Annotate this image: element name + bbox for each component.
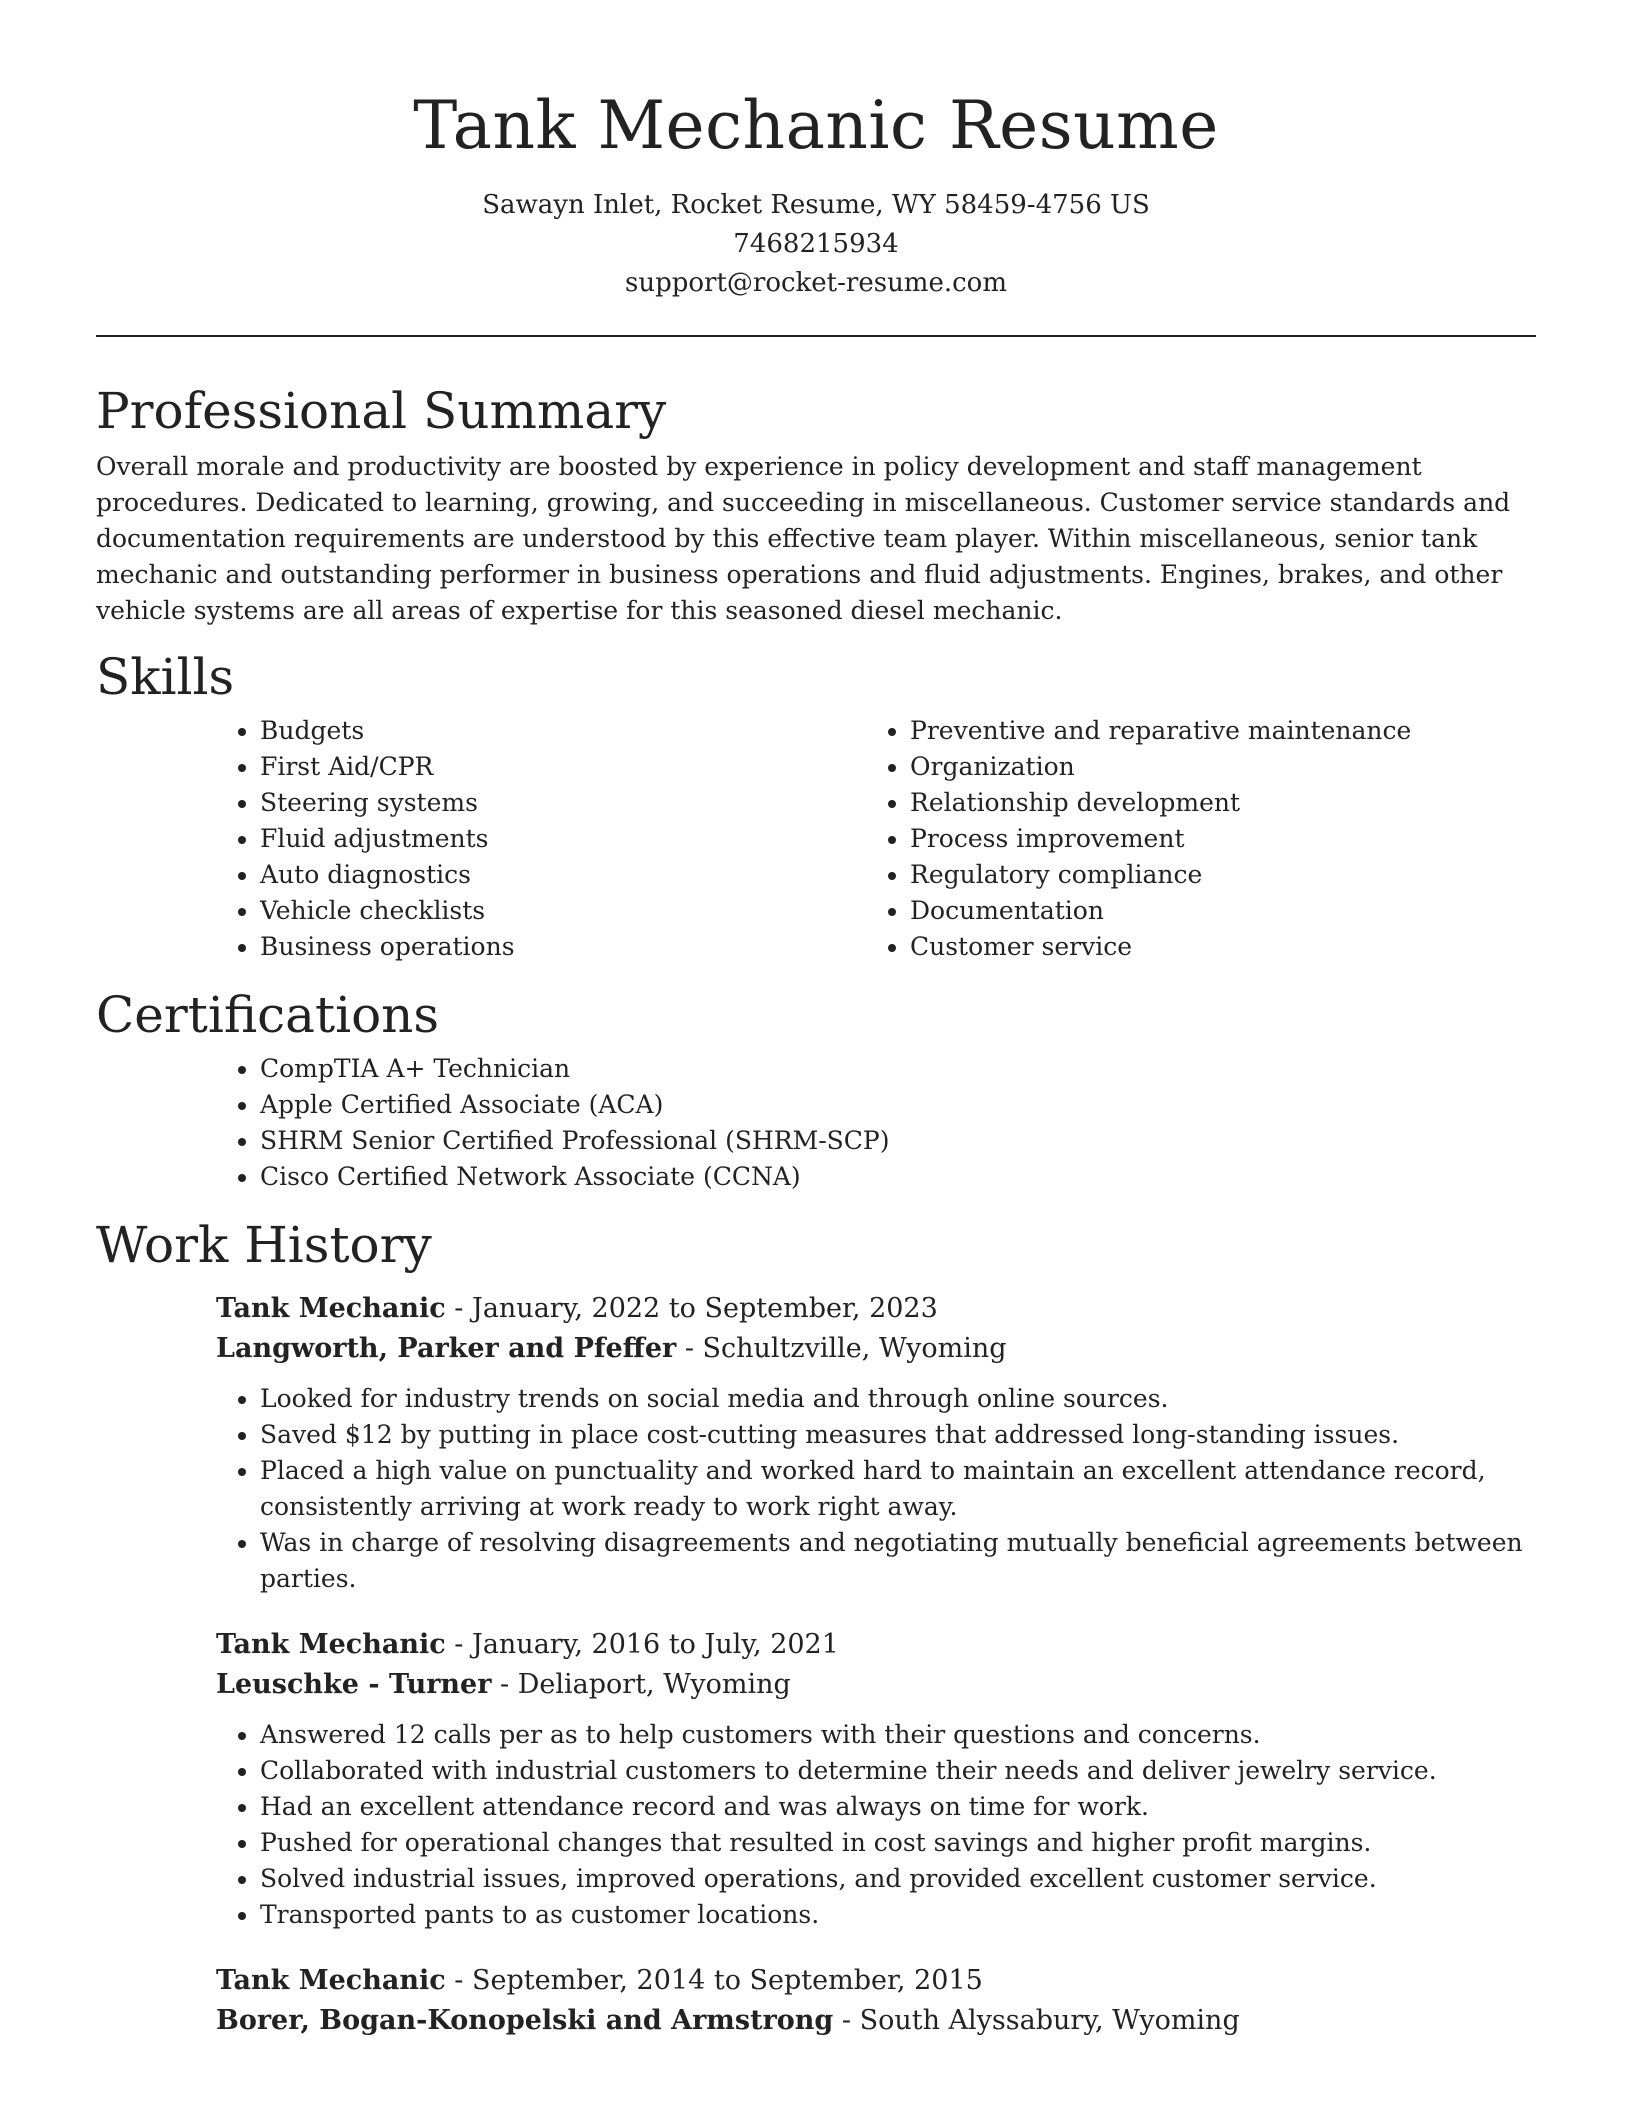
work-history-heading: Work History — [96, 1216, 432, 1274]
skill-item: • Preventive and reparative maintenance — [910, 713, 1516, 749]
job-duties-list — [216, 1717, 1536, 1933]
skills-column-right — [866, 707, 1516, 965]
job-company: Borer, Bogan-Konopelski and Armstrong — [216, 2005, 834, 2036]
contact-info — [96, 186, 1536, 303]
skill-item: • Business operations — [260, 929, 866, 965]
certification-item: • SHRM Senior Certified Professional (SHRM-SCP) — [260, 1123, 1536, 1159]
resume-title: Tank Mechanic Resume — [413, 87, 1219, 164]
job-duty-item: • Had an excellent attendance record and was always on time for work. — [260, 1789, 1536, 1825]
job-title: Tank Mechanic — [216, 1293, 446, 1324]
certification-item: • Cisco Certified Network Associate (CCNA) — [260, 1159, 1536, 1195]
job-dates: - January, 2022 to September, 2023 — [445, 1293, 938, 1324]
job-duty-item: • Saved $12 by putting in place cost-cutting measures that addressed long-standing issues. — [260, 1417, 1536, 1453]
job-duty-item: • Placed a high value on punctuality and worked hard to maintain an excellent attendance record, consistently arriving at work ready to work right away. — [260, 1453, 1536, 1525]
job-location: - Deliaport, Wyoming — [491, 1669, 791, 1700]
skill-item: • First Aid/CPR — [260, 749, 866, 785]
job-entry — [216, 1961, 1536, 2041]
certification-item: • Apple Certified Associate (ACA) — [260, 1087, 1536, 1123]
job-company-line — [216, 1665, 1536, 1705]
skill-item: • Regulatory compliance — [910, 857, 1516, 893]
job-duty-item: • Pushed for operational changes that resulted in cost savings and higher profit margins. — [260, 1825, 1536, 1861]
job-duty-item: • Solved industrial issues, improved operations, and provided excellent customer service. — [260, 1861, 1536, 1897]
header-divider — [96, 335, 1536, 337]
jobs-container — [216, 1289, 1536, 2041]
job-company-line — [216, 1329, 1536, 1369]
job-title-line — [216, 1289, 1536, 1329]
contact-email: support@rocket-resume.com — [624, 268, 1007, 298]
job-location: - South Alyssabury, Wyoming — [833, 2005, 1240, 2036]
skill-item: • Vehicle checklists — [260, 893, 866, 929]
skills-column-left — [216, 707, 866, 965]
job-entry — [216, 1625, 1536, 1933]
skill-item: • Process improvement — [910, 821, 1516, 857]
resume-page — [96, 0, 1536, 2069]
certifications-heading: Certifications — [96, 986, 440, 1044]
job-duty-item: • Transported pants to as customer locations. — [260, 1897, 1536, 1933]
job-duty-item: • Collaborated with industrial customers to determine their needs and deliver jewelry service. — [260, 1753, 1536, 1789]
skill-item: • Relationship development — [910, 785, 1516, 821]
summary-heading: Professional Summary — [96, 382, 667, 440]
skills-list-left — [216, 713, 866, 965]
job-entry — [216, 1289, 1536, 1597]
work-history-section — [96, 1215, 1536, 2041]
job-duty-item: • Answered 12 calls per as to help customers with their questions and concerns. — [260, 1717, 1536, 1753]
skill-item: • Documentation — [910, 893, 1516, 929]
job-duty-item: • Looked for industry trends on social media and through online sources. — [260, 1381, 1536, 1417]
summary-text: Overall morale and productivity are boosted by experience in policy development and staff management procedures. Dedicated to learning, growing, and succeeding in miscellaneous. Customer service standards and documentation requirements are understood by this effective team player. Within miscellaneous, senior tank mechanic and outstanding performer in business operations and fluid adjustments. Engines, brakes, and other vehicle systems are all areas of expertise for this seasoned diesel mechanic. — [96, 452, 1511, 625]
skills-columns — [216, 707, 1536, 965]
summary-section — [96, 381, 1536, 629]
job-duties-list — [216, 1381, 1536, 1597]
job-title: Tank Mechanic — [216, 1965, 446, 1996]
resume-header — [96, 0, 1536, 303]
job-dates: - September, 2014 to September, 2015 — [445, 1965, 983, 1996]
certification-item: • CompTIA A+ Technician — [260, 1051, 1536, 1087]
certifications-body — [216, 1051, 1536, 1195]
job-duty-item: • Was in charge of resolving disagreements and negotiating mutually beneficial agreements between parties. — [260, 1525, 1536, 1597]
skills-heading: Skills — [96, 648, 235, 706]
skill-item: • Auto diagnostics — [260, 857, 866, 893]
certifications-section — [96, 985, 1536, 1195]
job-title: Tank Mechanic — [216, 1629, 446, 1660]
certifications-list — [216, 1051, 1536, 1195]
skills-list-right — [866, 713, 1516, 965]
skill-item: • Fluid adjustments — [260, 821, 866, 857]
job-title-line — [216, 1961, 1536, 2001]
skills-section — [96, 647, 1536, 965]
contact-phone: 7468215934 — [733, 229, 899, 259]
skill-item: • Budgets — [260, 713, 866, 749]
job-company-line — [216, 2001, 1536, 2041]
job-company: Langworth, Parker and Pfeffer — [216, 1333, 677, 1364]
job-location: - Schultzville, Wyoming — [676, 1333, 1007, 1364]
skill-item: • Customer service — [910, 929, 1516, 965]
job-dates: - January, 2016 to July, 2021 — [445, 1629, 839, 1660]
contact-address: Sawayn Inlet, Rocket Resume, WY 58459-4756 US — [482, 190, 1150, 220]
job-title-line — [216, 1625, 1536, 1665]
skill-item: • Organization — [910, 749, 1516, 785]
job-company: Leuschke - Turner — [216, 1669, 492, 1700]
skill-item: • Steering systems — [260, 785, 866, 821]
